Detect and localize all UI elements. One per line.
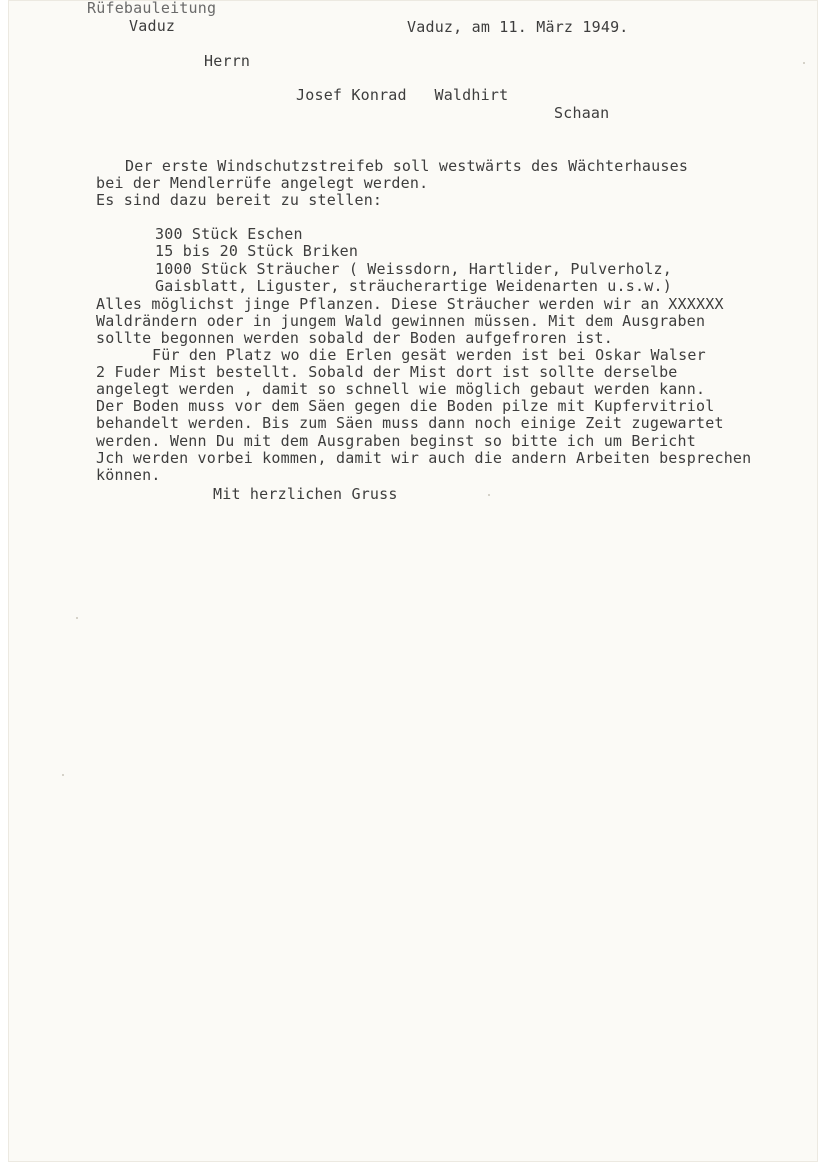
body-line: bei der Mendlerrüfe angelegt werden. [96, 174, 429, 192]
body-line: werden. Wenn Du mit dem Ausgraben beginst so bitte ich um Bericht [96, 432, 696, 450]
place-date: Vaduz, am 11. März 1949. [407, 18, 629, 36]
body-line: Jch werden vorbei kommen, damit wir auch die andern Arbeiten besprechen [96, 449, 752, 467]
body-line: Der erste Windschutzstreifeb soll westwärts des Wächterhauses [125, 157, 689, 175]
body-line: angelegt werden , damit so schnell wie möglich gebaut werden kann. [96, 380, 706, 398]
body-line: Es sind dazu bereit zu stellen: [96, 191, 383, 209]
paper-speck [803, 62, 805, 64]
list-item: 15 bis 20 Stück Briken [155, 242, 359, 260]
paper-speck [488, 494, 490, 496]
body-line: Waldrändern oder in jungem Wald gewinnen müssen. Mit dem Ausgraben [96, 312, 706, 330]
recipient-name: Josef Konrad Waldhirt [296, 86, 509, 104]
body-line: Für den Platz wo die Erlen gesät werden ist bei Oskar Walser [152, 346, 706, 364]
body-line: können. [96, 466, 161, 484]
salutation: Herrn [204, 52, 251, 70]
body-line: 2 Fuder Mist bestellt. Sobald der Mist dort ist sollte derselbe [96, 363, 678, 381]
body-line: behandelt werden. Bis zum Säen muss dann noch einige Zeit zugewartet [96, 414, 724, 432]
closing: Mit herzlichen Gruss [213, 485, 398, 503]
paper-speck [76, 617, 78, 619]
list-item: 1000 Stück Sträucher ( Weissdorn, Hartlider, Pulverholz, [155, 260, 672, 278]
body-line: Der Boden muss vor dem Säen gegen die Boden pilze mit Kupfervitriol [96, 397, 715, 415]
paper-speck [62, 774, 64, 776]
sender-location: Vaduz [129, 17, 176, 35]
body-line: sollte begonnen werden sobald der Boden aufgefroren ist. [96, 329, 613, 347]
body-line: Alles möglichst jinge Pflanzen. Diese Sträucher werden wir an XXXXXX [96, 295, 724, 313]
sender-department: Rüfebauleitung [87, 0, 217, 17]
letter-page [8, 0, 818, 1162]
list-item: 300 Stück Eschen [155, 225, 303, 243]
recipient-city: Schaan [554, 104, 610, 122]
list-item: Gaisblatt, Liguster, sträucherartige Weidenarten u.s.w.) [155, 277, 672, 295]
